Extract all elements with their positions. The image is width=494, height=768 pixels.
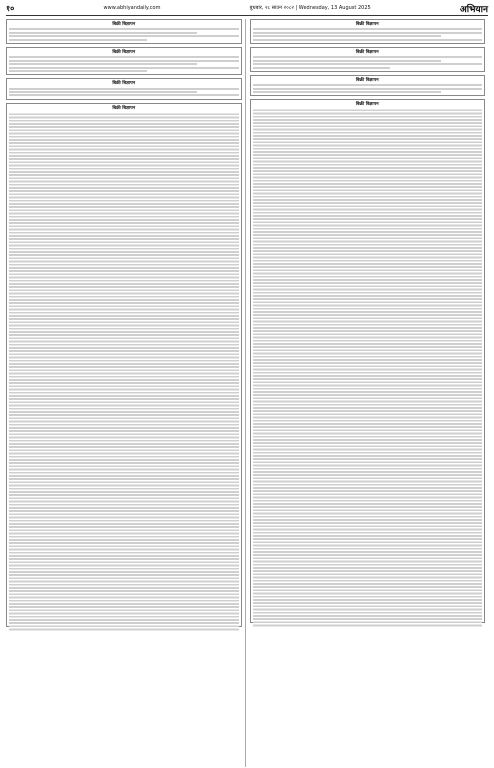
column-right — [250, 19, 489, 767]
notice-block — [250, 75, 486, 97]
notice-title: बिक्री बिज्ञापन — [112, 105, 136, 111]
page-number: १० — [6, 3, 15, 13]
column-left — [6, 19, 246, 767]
date-line: बुधबार, २८ साउन २०८२ | Wednesday, 13 August 2025 — [249, 5, 371, 11]
notice-block — [6, 47, 242, 75]
notice-title: बिक्री बिज्ञापन — [355, 77, 379, 83]
site-url[interactable]: www.abhiyandaily.com — [103, 5, 161, 11]
notice-title: बिक्री बिज्ञापन — [355, 49, 379, 55]
notice-block — [250, 47, 486, 72]
notice-block — [250, 19, 486, 44]
notice-block — [250, 99, 486, 623]
notice-block — [6, 19, 242, 44]
notice-title: बिक्री बिज्ञापन — [355, 22, 379, 27]
notice-title: बिक्री बिज्ञापन — [112, 81, 136, 87]
notice-block — [6, 78, 242, 100]
notice-block — [6, 103, 242, 627]
notice-title: बिक्री बिज्ञापन — [355, 102, 379, 108]
newspaper-logo: अभियान — [459, 4, 488, 15]
notice-title: बिक्री बिज्ञापन — [112, 22, 136, 27]
page-header — [6, 2, 488, 16]
notice-title: बिक्री बिज्ञापन — [112, 49, 136, 55]
